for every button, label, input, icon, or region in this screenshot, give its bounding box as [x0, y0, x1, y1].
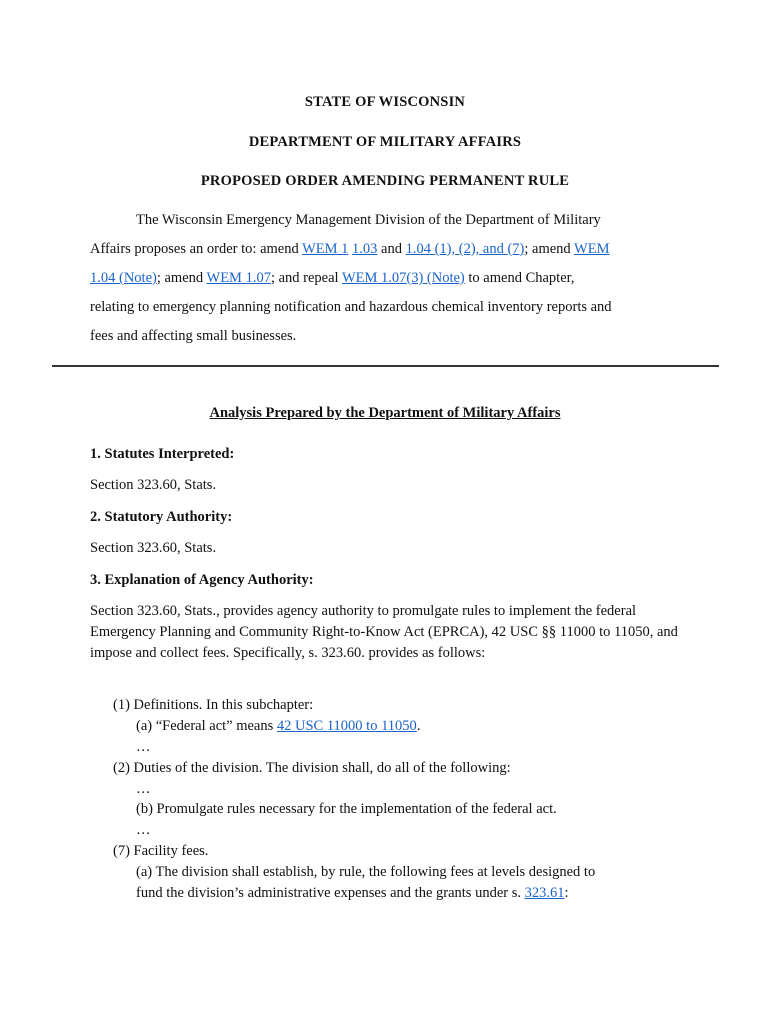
section-2-text: Section 323.60, Stats.	[90, 540, 217, 556]
state-heading: STATE OF WISCONSIN	[304, 94, 466, 110]
section-3-heading: 3. Explanation of Agency Authority:	[90, 572, 314, 588]
department-heading: DEPARTMENT OF MILITARY AFFAIRS	[248, 134, 522, 150]
quote-promulgate: (b) Promulgate rules necessary for the implementation of the federal act.	[136, 801, 557, 817]
link-wem-1[interactable]: WEM 1	[302, 241, 349, 257]
order-heading: PROPOSED ORDER AMENDING PERMANENT RULE	[200, 173, 570, 189]
intro-line-3: 1.04 (Note); amend WEM 1.07; and repeal WEM 1.07(3) (Note) to amend Chapter,	[90, 270, 575, 286]
horizontal-divider	[52, 365, 719, 367]
link-1-04-note[interactable]: 1.04 (Note)	[90, 270, 157, 286]
intro-paragraph	[90, 206, 682, 351]
link-42-usc[interactable]: 42 USC 11000 to 11050	[276, 718, 417, 734]
link-wem-1-07[interactable]: WEM 1.07	[206, 270, 271, 286]
quote-definitions: (1) Definitions. In this subchapter:	[113, 697, 314, 713]
link-323-61[interactable]: 323.61	[524, 885, 565, 901]
intro-line-4: relating to emergency planning notification and hazardous chemical inventory reports and	[90, 299, 612, 315]
section-1-text: Section 323.60, Stats.	[90, 477, 217, 493]
quote-federal-act: (a) “Federal act” means 42 USC 11000 to 11050.	[136, 718, 421, 734]
link-wem-1-07-3-note[interactable]: WEM 1.07(3) (Note)	[341, 270, 465, 286]
link-wem[interactable]: WEM	[574, 241, 610, 257]
quote-fees-a: (a) The division shall establish, by rule, the following fees at levels designed to	[136, 864, 596, 880]
intro-line-2: Affairs proposes an order to: amend WEM 1 1.03 and 1.04 (1), (2), and (7); amend WEM	[90, 241, 610, 257]
intro-line-1: The Wisconsin Emergency Management Division of the Department of Military	[136, 212, 601, 228]
quote-fees-b: fund the division’s administrative expenses and the grants under s. 323.61:	[136, 885, 569, 901]
intro-line-5: fees and affecting small businesses.	[90, 328, 297, 344]
link-1-03[interactable]: 1.03	[352, 241, 378, 257]
quote-ellipsis-3: …	[136, 822, 151, 838]
section-3-text: Section 323.60, Stats., provides agency authority to promulgate rules to implement the federal Emergency Planning and Community Right-to-Know Act (EPRCA), 42 USC §§ 11000 to 11050, and impose and collect fees. Specifically, s. 323.60. provides as follows:	[90, 603, 678, 661]
quote-duties: (2) Duties of the division. The division shall, do all of the following:	[113, 760, 511, 776]
analysis-title: Analysis Prepared by the Department of Military Affairs	[209, 405, 561, 421]
section-1-heading: 1. Statutes Interpreted:	[90, 446, 235, 462]
quote-facility-fees: (7) Facility fees.	[113, 843, 209, 859]
link-1-04-subsections[interactable]: 1.04 (1), (2), and (7)	[405, 241, 525, 257]
quote-ellipsis-1: …	[136, 739, 151, 755]
section-2-heading: 2. Statutory Authority:	[90, 509, 233, 525]
quote-ellipsis-2: …	[136, 781, 151, 797]
